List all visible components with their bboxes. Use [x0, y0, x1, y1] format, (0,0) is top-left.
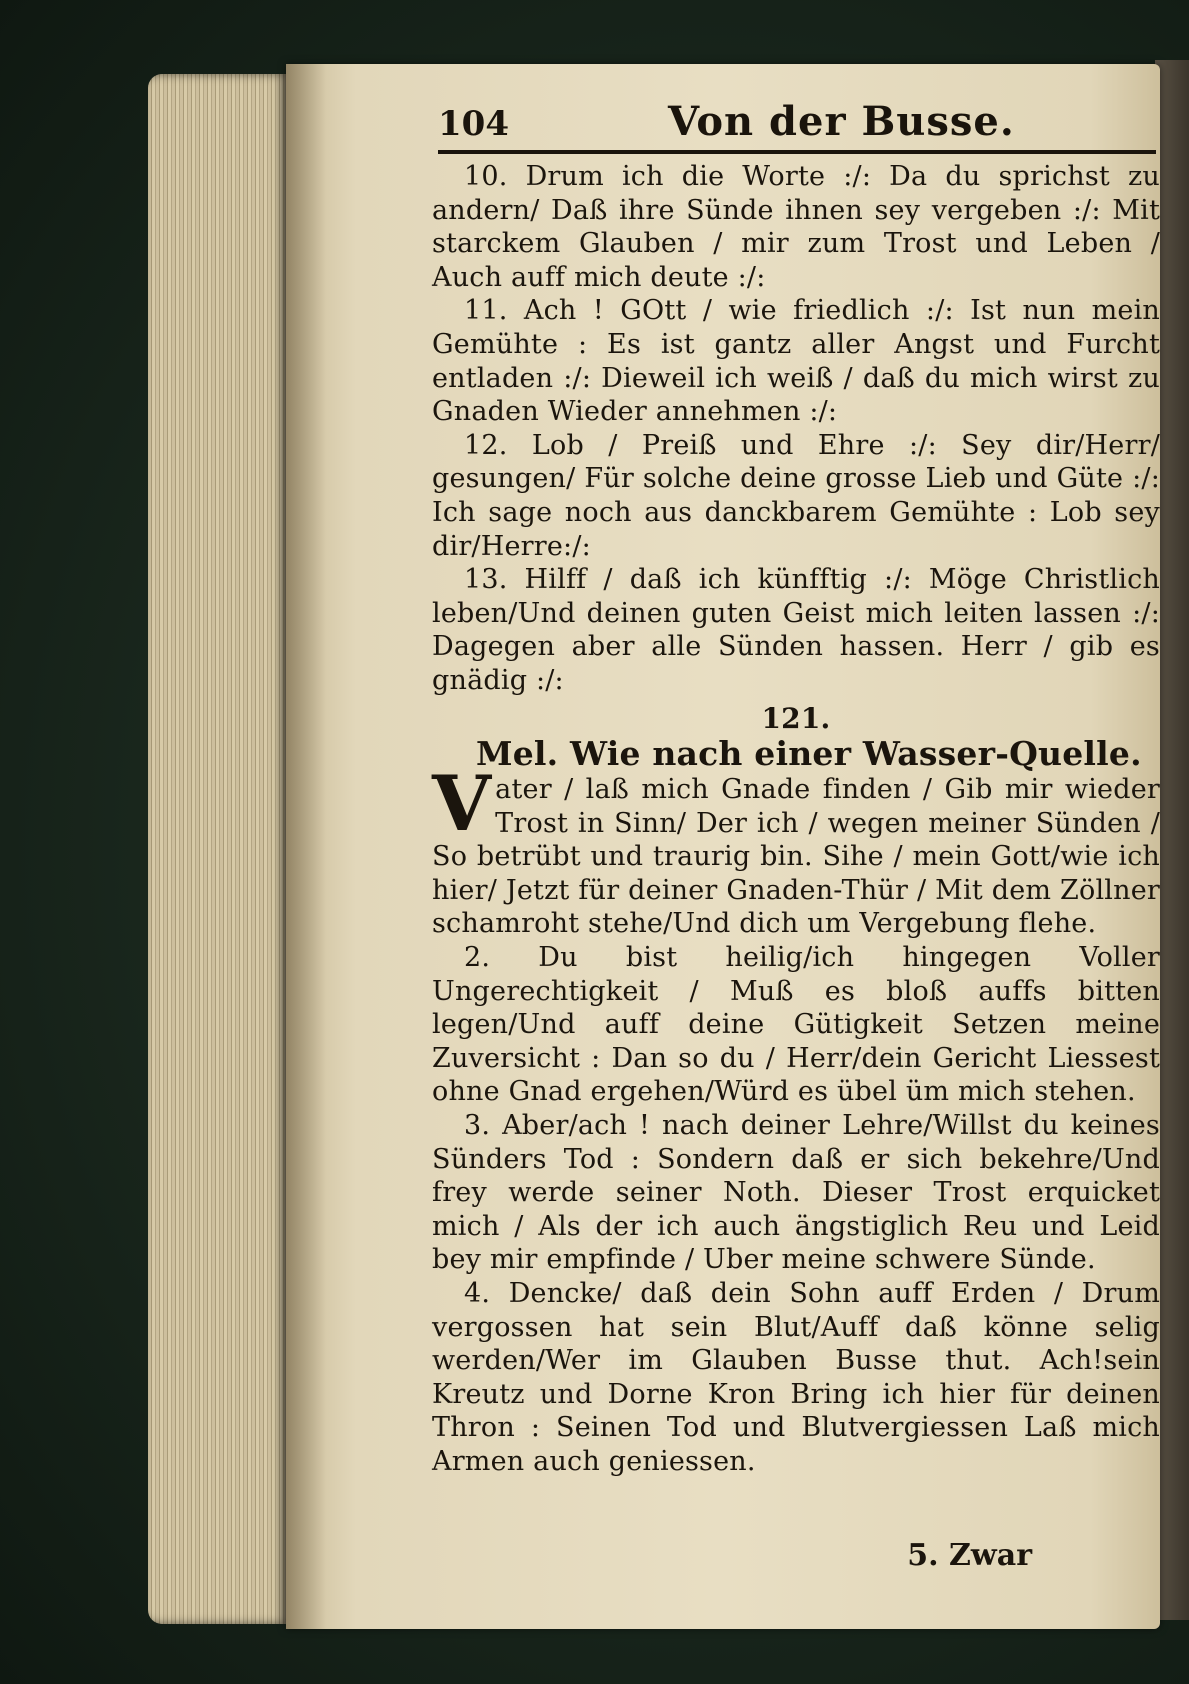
running-title: Von der Busse.	[668, 98, 1015, 145]
page-number: 104	[438, 104, 509, 144]
book-page	[286, 64, 1160, 1629]
facing-page-edge	[1155, 60, 1189, 1620]
stanza-1: Vater / laß mich Gnade finden / Gib mir wieder Trost in Sinn/ Der ich / wegen meiner Sünden / So betrübt und traurig bin. Sihe / mein Gott/wie ich hier/ Jetzt für deiner Gnaden-Thür / Mit dem Zöllner schamroht stehe/Und dich um Vergebung flehe.	[432, 759, 1160, 940]
page-text	[432, 160, 1160, 1479]
stanza-2: 2. Du bist heilig/ich hingegen Voller Ungerechtigkeit / Muß es bloß auffs bitten legen/Und auff deine Gütigkeit Setzen meine Zuversicht : Dan so du / Herr/dein Gericht Liessest ohne Gnad ergehen/Würd es übel üm mich stehen.	[432, 942, 1160, 1108]
verse-13: 13. Hilff / daß ich künfftig :/: Möge Christlich leben/Und deinen guten Geist mich leiten lassen :/: Dagegen aber alle Sünden hassen. Herr / gib es gnädig :/:	[432, 564, 1160, 696]
book-page-edges	[148, 74, 288, 1624]
stanza-3: 3. Aber/ach ! nach deiner Lehre/Willst du keines Sünders Tod : Sondern daß er sich bekehre/Und frey werde seiner Noth. Dieser Trost erquicket mich / Als der ich auch ängstiglich Reu und Leid bey mir empfinde / Uber meine schwere Sünde.	[432, 1110, 1160, 1276]
hymn-melody: Mel. Wie nach einer Wasser-Quelle.	[476, 734, 1142, 774]
header-rule	[438, 150, 1156, 154]
verse-10: 10. Drum ich die Worte :/: Da du sprichst zu andern/ Daß ihre Sünde ihnen sey vergeben :/: Mit starckem Glauben / mir zum Trost und Leben / Auch auff mich deute :/:	[432, 161, 1160, 293]
stanza-4: 4. Dencke/ daß dein Sohn auff Erden / Drum vergossen hat sein Blut/Auff daß könne selig werden/Wer im Glauben Busse thut. Ach!sein Kreutz und Dorne Kron Bring ich hier für deinen Thron : Seinen Tod und Blutvergiessen Laß mich Armen auch geniessen.	[432, 1278, 1160, 1477]
verse-11: 11. Ach ! GOtt / wie friedlich :/: Ist nun mein Gemühte : Es ist gantz aller Angst und Furcht entladen :/: Dieweil ich weiß / daß du mich wirst zu Gnaden Wieder annehmen :/:	[432, 295, 1160, 428]
catchword: 5. Zwar	[907, 1538, 1032, 1573]
gutter-shadow	[286, 64, 326, 1629]
hymn-number: 121.	[761, 701, 831, 735]
page-header	[438, 94, 1156, 156]
verse-12: 12. Lob / Preiß und Ehre :/: Sey dir/Herr/ gesungen/ Für solche deine grosse Lieb und Güte :/: Ich sage noch aus danckbarem Gemühte : Lob sey dir/Herre:/:	[432, 429, 1160, 562]
